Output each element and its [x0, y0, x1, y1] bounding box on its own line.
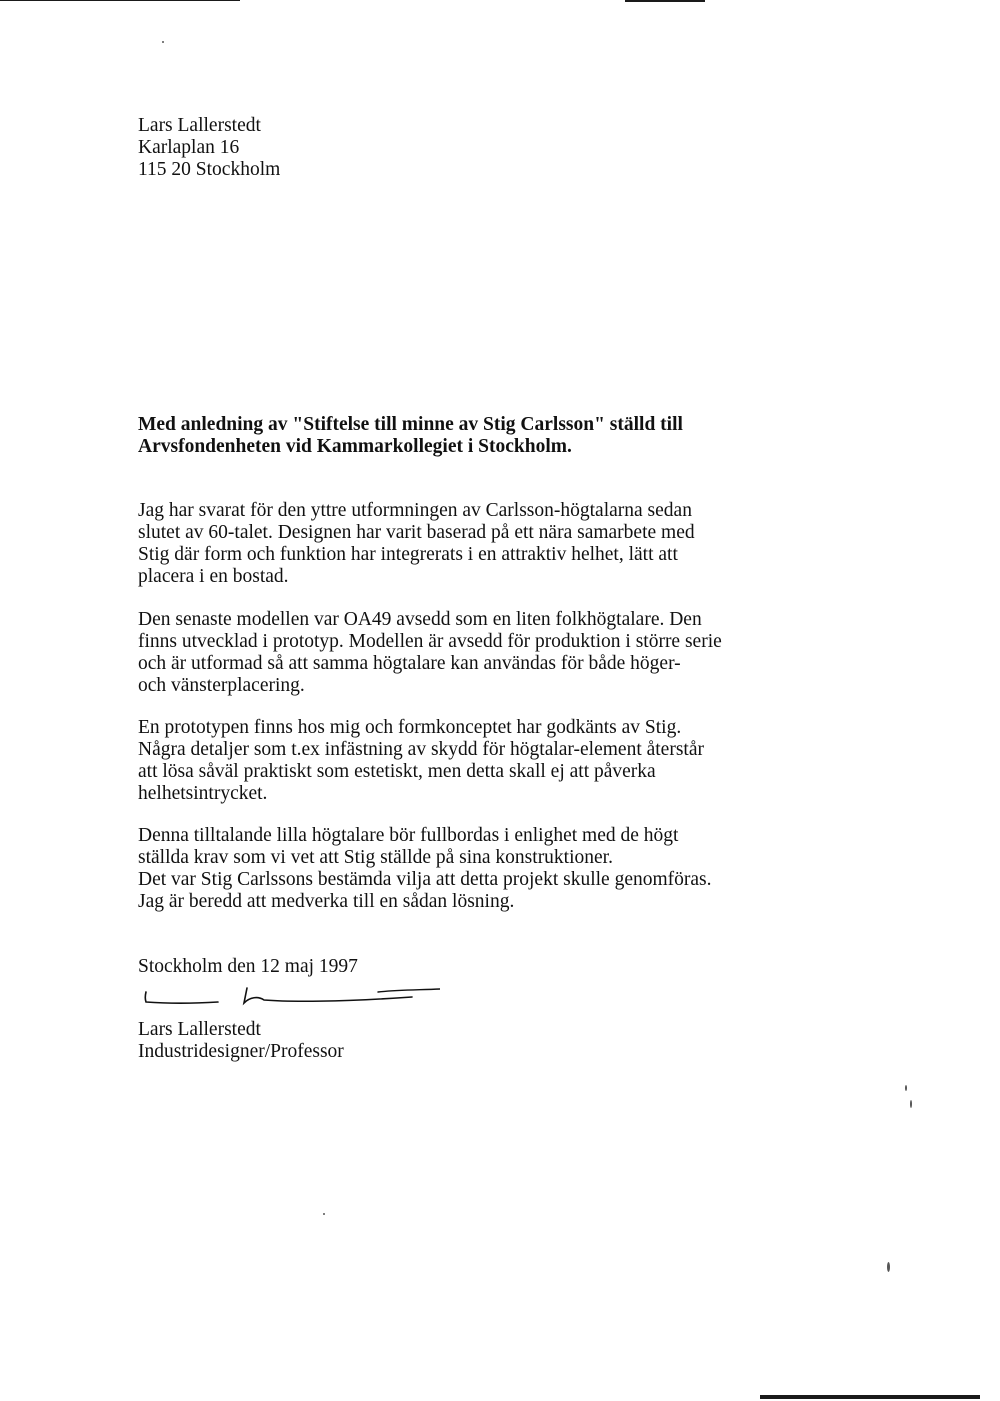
body-paragraph-3-line: Några detaljer som t.ex infästning av skydd för högtalar-element återstår: [138, 739, 704, 760]
body-paragraph-4-line: Jag är beredd att medverka till en sådan lösning.: [138, 891, 515, 912]
signer-name: Lars Lallerstedt: [138, 1019, 261, 1040]
body-paragraph-4-line: Denna tilltalande lilla högtalare bör fullbordas i enlighet med de högt: [138, 825, 679, 846]
scan-speck: [887, 1262, 890, 1272]
body-paragraph-1-line: Jag har svarat för den yttre utformningen av Carlsson-högtalarna sedan: [138, 500, 692, 521]
body-paragraph-3-line: att lösa såväl praktiskt som estetiskt, men detta skall ej att påverka: [138, 761, 656, 782]
body-paragraph-2-line: och är utformad så att samma högtalare kan användas för både höger-: [138, 653, 681, 674]
subject-line-2: Arvsfondenheten vid Kammarkollegiet i Stockholm.: [138, 436, 572, 457]
scan-speck: [910, 1100, 912, 1108]
body-paragraph-1-line: placera i en bostad.: [138, 566, 289, 587]
scan-edge-top-right: [625, 0, 705, 2]
body-paragraph-2-line: Den senaste modellen var OA49 avsedd som en liten folkhögtalare. Den: [138, 609, 702, 630]
body-paragraph-3-line: En prototypen finns hos mig och formkonceptet har godkänts av Stig.: [138, 717, 682, 738]
scan-speck: [323, 1213, 325, 1215]
scan-speck: [905, 1085, 907, 1091]
body-paragraph-2-line: och vänsterplacering.: [138, 675, 305, 696]
handwritten-signature: [140, 984, 440, 1014]
body-paragraph-1-line: Stig där form och funktion har integrerats i en attraktiv helhet, lätt att: [138, 544, 678, 565]
body-paragraph-4-line: ställda krav som vi vet att Stig ställde på sina konstruktioner.: [138, 847, 613, 868]
subject-line-1: Med anledning av "Stiftelse till minne av Stig Carlsson" ställd till: [138, 414, 683, 435]
body-paragraph-3-line: helhetsintrycket.: [138, 783, 268, 804]
body-paragraph-4-line: Det var Stig Carlssons bestämda vilja att detta projekt skulle genomföras.: [138, 869, 712, 890]
place-date: Stockholm den 12 maj 1997: [138, 956, 358, 977]
scan-edge-bottom: [760, 1395, 980, 1399]
body-paragraph-1-line: slutet av 60-talet. Designen har varit baserad på ett nära samarbete med: [138, 522, 695, 543]
scan-edge-top: [0, 0, 240, 1]
sender-name: Lars Lallerstedt: [138, 115, 261, 136]
body-paragraph-2-line: finns utvecklad i prototyp. Modellen är avsedd för produktion i större serie: [138, 631, 722, 652]
sender-street: Karlaplan 16: [138, 137, 240, 158]
sender-city: 115 20 Stockholm: [138, 159, 281, 180]
signer-title: Industridesigner/Professor: [138, 1041, 344, 1062]
scan-speck: [162, 41, 164, 43]
